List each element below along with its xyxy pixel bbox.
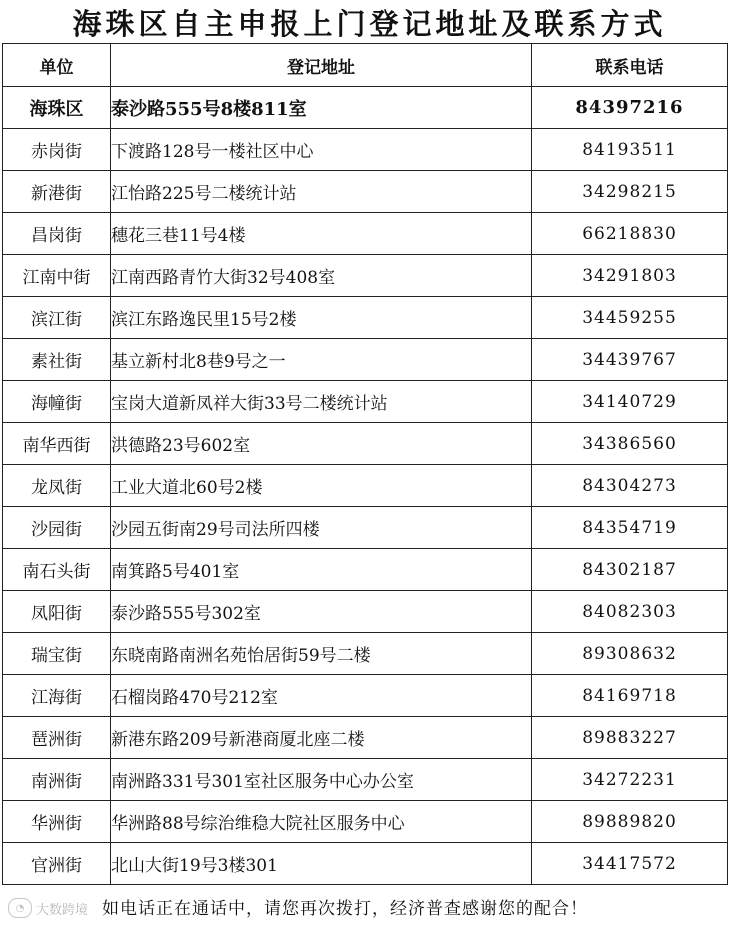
row-unit: 海幢街 <box>3 381 111 423</box>
row-phone: 34140729 <box>532 381 728 423</box>
row-phone: 89889820 <box>532 801 728 843</box>
row-address: 宝岗大道新凤祥大街33号二楼统计站 <box>111 381 532 423</box>
table-row <box>3 465 728 507</box>
row-address: 江怡路225号二楼统计站 <box>111 171 532 213</box>
row-phone: 34272231 <box>532 759 728 801</box>
row-unit: 赤岗街 <box>3 129 111 171</box>
row-address: 华洲路88号综治维稳大院社区服务中心 <box>111 801 532 843</box>
row-unit: 江海街 <box>3 675 111 717</box>
table-row <box>3 255 728 297</box>
row-unit: 瑞宝街 <box>3 633 111 675</box>
table-row <box>3 129 728 171</box>
table-row <box>3 801 728 843</box>
table-row <box>3 297 728 339</box>
row-unit: 华洲街 <box>3 801 111 843</box>
row-address: 洪德路23号602室 <box>111 423 532 465</box>
table-row <box>3 675 728 717</box>
table-row <box>3 717 728 759</box>
row-unit: 龙凤街 <box>3 465 111 507</box>
table-row <box>3 507 728 549</box>
registration-table <box>2 43 728 885</box>
speech-bubble-logo-icon: ◔ <box>8 898 32 918</box>
row-phone: 84397216 <box>532 87 728 129</box>
row-address: 泰沙路555号8楼811室 <box>111 87 532 129</box>
row-address: 工业大道北60号2楼 <box>111 465 532 507</box>
row-phone: 89308632 <box>532 633 728 675</box>
row-unit: 昌岗街 <box>3 213 111 255</box>
row-phone: 34291803 <box>532 255 728 297</box>
row-address: 滨江东路逸民里15号2楼 <box>111 297 532 339</box>
row-address: 东晓南路南洲名苑怡居街59号二楼 <box>111 633 532 675</box>
row-phone: 34298215 <box>532 171 728 213</box>
table-row <box>3 633 728 675</box>
row-phone: 89883227 <box>532 717 728 759</box>
row-unit: 南华西街 <box>3 423 111 465</box>
table-row <box>3 213 728 255</box>
row-address: 石榴岗路470号212室 <box>111 675 532 717</box>
row-unit: 沙园街 <box>3 507 111 549</box>
row-address: 基立新村北8巷9号之一 <box>111 339 532 381</box>
table-row <box>3 759 728 801</box>
table-row <box>3 87 728 129</box>
row-address: 泰沙路555号302室 <box>111 591 532 633</box>
row-phone: 84354719 <box>532 507 728 549</box>
table-row <box>3 381 728 423</box>
header-unit: 单位 <box>3 44 111 87</box>
table-row <box>3 843 728 885</box>
row-unit: 素社街 <box>3 339 111 381</box>
table-row <box>3 549 728 591</box>
row-phone: 66218830 <box>532 213 728 255</box>
row-address: 南箕路5号401室 <box>111 549 532 591</box>
row-phone: 84082303 <box>532 591 728 633</box>
row-address: 穗花三巷11号4楼 <box>111 213 532 255</box>
row-address: 新港东路209号新港商厦北座二楼 <box>111 717 532 759</box>
row-address: 下渡路128号一楼社区中心 <box>111 129 532 171</box>
row-address: 沙园五街南29号司法所四楼 <box>111 507 532 549</box>
table-row <box>3 171 728 213</box>
row-address: 江南西路青竹大街32号408室 <box>111 255 532 297</box>
row-phone: 84304273 <box>532 465 728 507</box>
table-row <box>3 423 728 465</box>
row-address: 南洲路331号301室社区服务中心办公室 <box>111 759 532 801</box>
row-unit: 滨江街 <box>3 297 111 339</box>
footer <box>0 884 739 925</box>
row-phone: 34417572 <box>532 843 728 885</box>
row-phone: 84302187 <box>532 549 728 591</box>
row-unit: 凤阳街 <box>3 591 111 633</box>
row-unit: 江南中街 <box>3 255 111 297</box>
row-phone: 84169718 <box>532 675 728 717</box>
table-row <box>3 591 728 633</box>
footer-note: 如电话正在通话中，请您再次拨打，经济普查感谢您的配合！ <box>102 899 588 919</box>
row-unit: 海珠区 <box>3 87 111 129</box>
table-row <box>3 339 728 381</box>
watermark <box>8 898 88 918</box>
row-unit: 南石头街 <box>3 549 111 591</box>
row-phone: 84193511 <box>532 129 728 171</box>
header-address: 登记地址 <box>111 44 532 87</box>
row-unit: 新港街 <box>3 171 111 213</box>
row-address: 北山大街19号3楼301 <box>111 843 532 885</box>
row-phone: 34459255 <box>532 297 728 339</box>
page-title: 海珠区自主申报上门登记地址及联系方式 <box>72 6 667 41</box>
row-unit: 琶洲街 <box>3 717 111 759</box>
table-header-row <box>3 44 728 87</box>
watermark-text: 大数跨境 <box>36 902 89 918</box>
header-phone: 联系电话 <box>532 44 728 87</box>
row-phone: 34386560 <box>532 423 728 465</box>
row-phone: 34439767 <box>532 339 728 381</box>
row-unit: 南洲街 <box>3 759 111 801</box>
row-unit: 官洲街 <box>3 843 111 885</box>
